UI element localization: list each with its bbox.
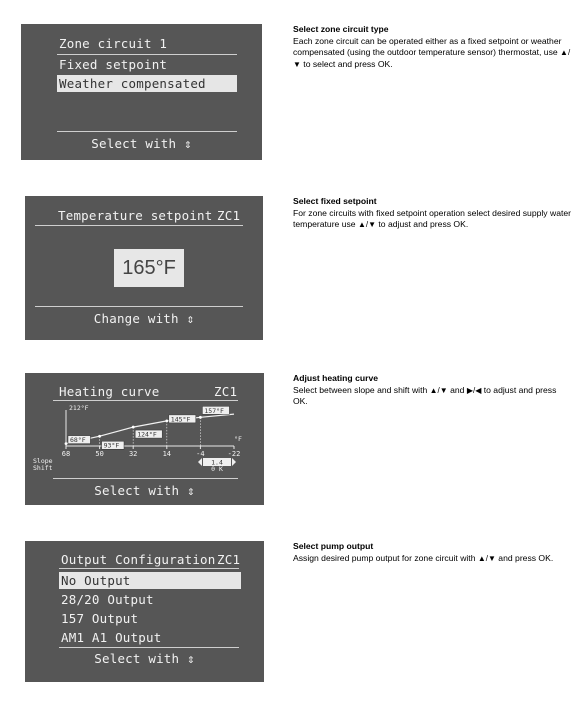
x-tick-label: 50 bbox=[95, 450, 104, 458]
slope-value: 1.4 bbox=[211, 458, 223, 467]
zone-circuit-type-screen bbox=[21, 24, 262, 160]
zone-label: ZC1 bbox=[217, 552, 241, 567]
up-down-arrows-icon: ▲/▼ bbox=[357, 220, 377, 229]
screen-title: Heating curve bbox=[59, 384, 160, 399]
heating-curve-screen bbox=[25, 373, 264, 505]
point-label: 68°F bbox=[70, 436, 86, 445]
x-tick-label: 68 bbox=[61, 450, 71, 458]
option-am1-a1-output[interactable]: AM1 A1 Output bbox=[61, 630, 162, 645]
description-body: Each zone circuit can be operated either as a fixed setpoint or weather compensated (using the outdoor temperature sensor) thermostat, use ▲/▼ to select and press OK. bbox=[293, 35, 571, 69]
point-label: 124°F bbox=[137, 430, 157, 439]
shift-label: Shift bbox=[33, 464, 53, 472]
up-down-arrows-icon: ▲/▼ bbox=[429, 385, 448, 395]
option-28-20-output[interactable]: 28/20 Output bbox=[61, 592, 154, 607]
slope-label: Slope bbox=[33, 457, 53, 465]
description-heading: Adjust heating curve bbox=[293, 373, 378, 383]
curve-point bbox=[132, 426, 135, 429]
temperature-setpoint-screen bbox=[25, 196, 263, 340]
zone-label: ZC1 bbox=[217, 208, 241, 223]
curve-point bbox=[65, 442, 68, 445]
heating-curve-line bbox=[66, 414, 234, 444]
y-max-label: 212°F bbox=[69, 404, 89, 412]
x-tick-label: -22 bbox=[227, 450, 241, 458]
point-label: 145°F bbox=[170, 415, 191, 424]
shift-value: 0 K bbox=[211, 465, 223, 473]
fixed-setpoint-description bbox=[293, 196, 573, 231]
screen-footer: Select with ⇕ bbox=[94, 483, 195, 498]
screen-title: Output Configuration bbox=[61, 552, 216, 567]
right-arrow-icon bbox=[232, 458, 236, 466]
screen-footer: Select with ⇕ bbox=[91, 136, 192, 151]
curve-point bbox=[98, 435, 101, 438]
zone-circuit-type-description bbox=[293, 24, 573, 70]
x-unit-label: °F bbox=[234, 435, 242, 443]
point-label: 93°F bbox=[103, 441, 120, 450]
screen-footer: Change with ⇕ bbox=[93, 311, 195, 326]
left-arrow-icon bbox=[198, 458, 202, 466]
description-heading: Select pump output bbox=[293, 541, 374, 551]
curve-point bbox=[199, 416, 202, 419]
description-body: Assign desired pump output for zone circuit with ▲/▼ and press OK. bbox=[293, 552, 554, 563]
x-tick-label: 14 bbox=[162, 450, 172, 458]
up-down-arrows-icon: ▲/▼ bbox=[293, 48, 571, 69]
heating-curve-description bbox=[293, 373, 573, 408]
description-heading: Select zone circuit type bbox=[293, 24, 389, 34]
description-body: For zone circuits with fixed setpoint operation select desired supply water temperature use ▲/▼ to adjust and press OK. bbox=[293, 207, 572, 229]
point-label: 157°F bbox=[204, 406, 224, 415]
description-heading: Select fixed setpoint bbox=[293, 196, 377, 206]
screen-title: Temperature setpoint bbox=[58, 208, 213, 223]
zone-label: ZC1 bbox=[214, 384, 238, 399]
option-fixed-setpoint[interactable]: Fixed setpoint bbox=[59, 57, 168, 72]
setpoint-value[interactable]: 165°F bbox=[114, 249, 184, 287]
up-down-arrows-icon: ▲/▼ bbox=[477, 553, 496, 563]
screen-footer: Select with ⇕ bbox=[94, 651, 195, 666]
x-tick-label: -4 bbox=[196, 450, 205, 458]
screen-title: Zone circuit 1 bbox=[59, 36, 168, 51]
output-configuration-screen bbox=[25, 541, 264, 682]
curve-point bbox=[165, 419, 168, 422]
left-right-arrows-icon: ▶/◀ bbox=[466, 385, 482, 395]
description-body: Select between slope and shift with ▲/▼ and ▶/◀ to adjust and press OK. bbox=[293, 384, 557, 406]
x-tick-label: 32 bbox=[128, 450, 138, 458]
option-157-output[interactable]: 157 Output bbox=[61, 611, 139, 626]
option-no-output[interactable]: No Output bbox=[59, 572, 241, 589]
option-weather-compensated[interactable]: Weather compensated bbox=[57, 75, 237, 92]
pump-output-description bbox=[293, 541, 573, 564]
